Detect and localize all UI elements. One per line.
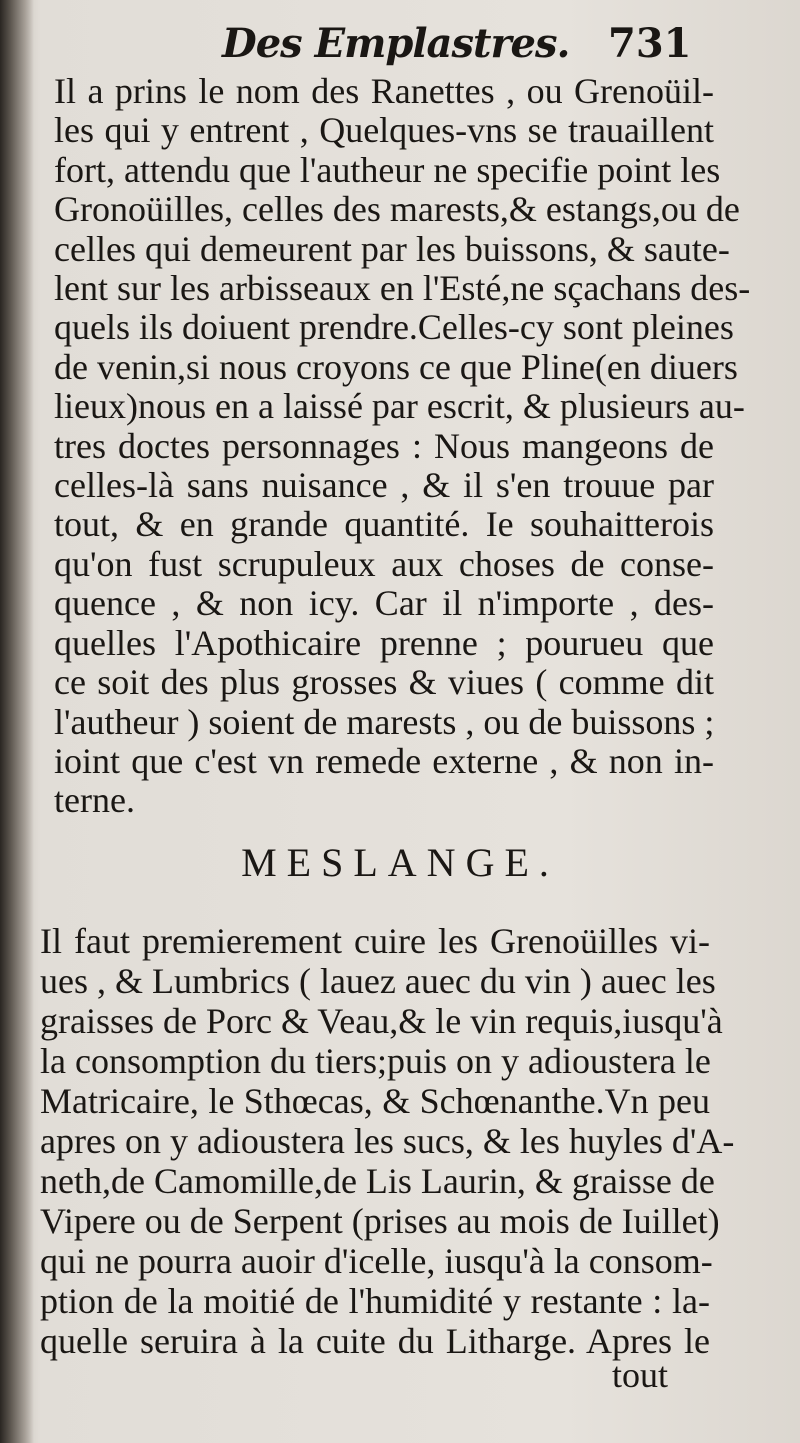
text-line: quelle seruira à la cuite du Litharge. Apres le <box>40 1321 710 1361</box>
text-line: ues , & Lumbrics ( lauez auec du vin ) auec les <box>40 961 716 1001</box>
running-head: Des Emplastres. <box>222 20 570 67</box>
text-line: de venin,si nous croyons ce que Pline(en diuers <box>54 346 738 387</box>
paragraph-2 <box>40 921 735 1361</box>
text-line: celles-là sans nuisance , & il s'en trouue par <box>54 465 714 506</box>
text-line: terne. <box>54 780 135 821</box>
text-line: quence , & non icy. Car il n'importe , des- <box>54 583 714 624</box>
text-line: lieux)nous en a laissé par escrit, & plusieurs au- <box>54 386 745 427</box>
text-line: lent sur les arbisseaux en l'Esté,ne sçachans des- <box>54 268 751 309</box>
catchword: tout <box>612 1355 669 1395</box>
text-line: ption de la moitié de l'humidité y restante : la- <box>40 1281 710 1321</box>
page-number: 731 <box>608 20 692 67</box>
text-line: tres doctes personnages : Nous mangeons de <box>54 425 714 466</box>
text-line: qu'on fust scrupuleux aux choses de conse- <box>54 543 714 584</box>
page-header <box>0 14 800 74</box>
text-line: ce soit des plus grosses & viues ( comme dit <box>54 662 714 703</box>
text-line: tout, & en grande quantité. Ie souhaitterois <box>54 504 714 545</box>
text-line: Vipere ou de Serpent (prises au mois de Iuillet) <box>40 1201 720 1241</box>
text-line: apres on y adioustera les sucs, & les huyles d'A- <box>40 1121 735 1161</box>
text-line: ioint que c'est vn remede externe , & non in- <box>54 740 714 781</box>
binding-gutter <box>0 0 34 1443</box>
text-line: Il faut premierement cuire les Grenoüilles vi- <box>40 921 710 961</box>
section-heading: MESLANGE. <box>241 840 559 885</box>
text-line: qui ne pourra auoir d'icelle, iusqu'à la consom- <box>40 1241 713 1281</box>
text-line: fort, attendu que l'autheur ne specifie point les <box>54 149 721 190</box>
text-line: Gronoüilles, celles des marests,& estangs,ou de <box>54 189 740 230</box>
text-line: neth,de Camomille,de Lis Laurin, & graisse de <box>40 1161 715 1201</box>
paragraph-1 <box>54 71 751 821</box>
text-line: les qui y entrent , Quelques-vns se trauaillent <box>54 110 714 151</box>
text-line: la consomption du tiers;puis on y adioustera le <box>40 1041 711 1081</box>
text-line: quelles l'Apothicaire prenne ; pourueu que <box>54 622 714 663</box>
text-line: celles qui demeurent par les buissons, & saute- <box>54 228 730 269</box>
text-line: Il a prins le nom des Ranettes , ou Grenoüil- <box>54 71 714 111</box>
text-line: quels ils doiuent prendre.Celles-cy sont pleines <box>54 307 734 348</box>
text-line: graisses de Porc & Veau,& le vin requis,iusqu'à <box>40 1001 723 1041</box>
text-line: Matricaire, le Sthœcas, & Schœnanthe.Vn peu <box>40 1081 710 1121</box>
text-line: l'autheur ) soient de marests , ou de buissons ; <box>54 701 715 742</box>
